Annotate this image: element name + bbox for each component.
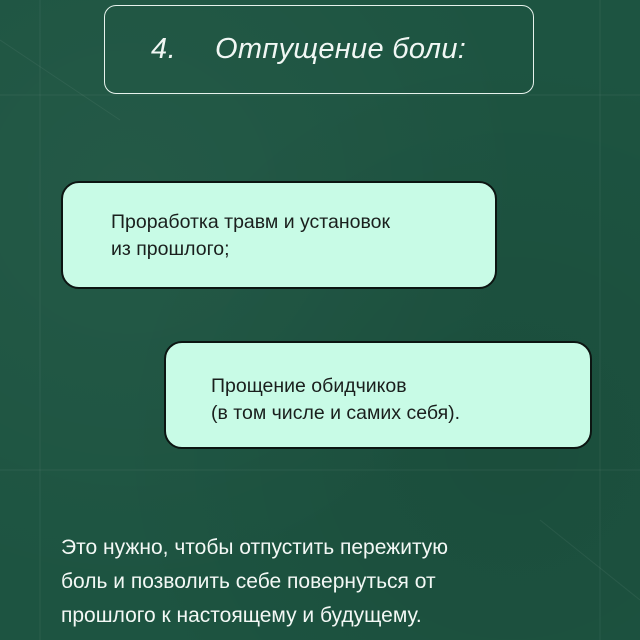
footer-paragraph (61, 531, 621, 633)
bubble-2-line-2: (в том числе и самих себя). (211, 402, 461, 424)
section-number: 4. (151, 32, 177, 65)
speech-bubble-trauma-work (61, 181, 497, 289)
section-title: Отпущение боли: (215, 32, 467, 65)
footer-line-1: Это нужно, чтобы отпустить пережитую (61, 536, 449, 559)
speech-bubble-forgiveness (164, 341, 592, 449)
footer-line-3: прошлого к настоящему и будущему. (61, 604, 422, 627)
footer-line-2: боль и позволить себе повернуться от (61, 570, 436, 593)
bubble-1-line-1: Проработка травм и установок (111, 211, 390, 233)
title-box (104, 5, 534, 94)
bubble-1-line-2: из прошлого; (111, 238, 230, 260)
bubble-2-line-1: Прощение обидчиков (211, 375, 407, 397)
